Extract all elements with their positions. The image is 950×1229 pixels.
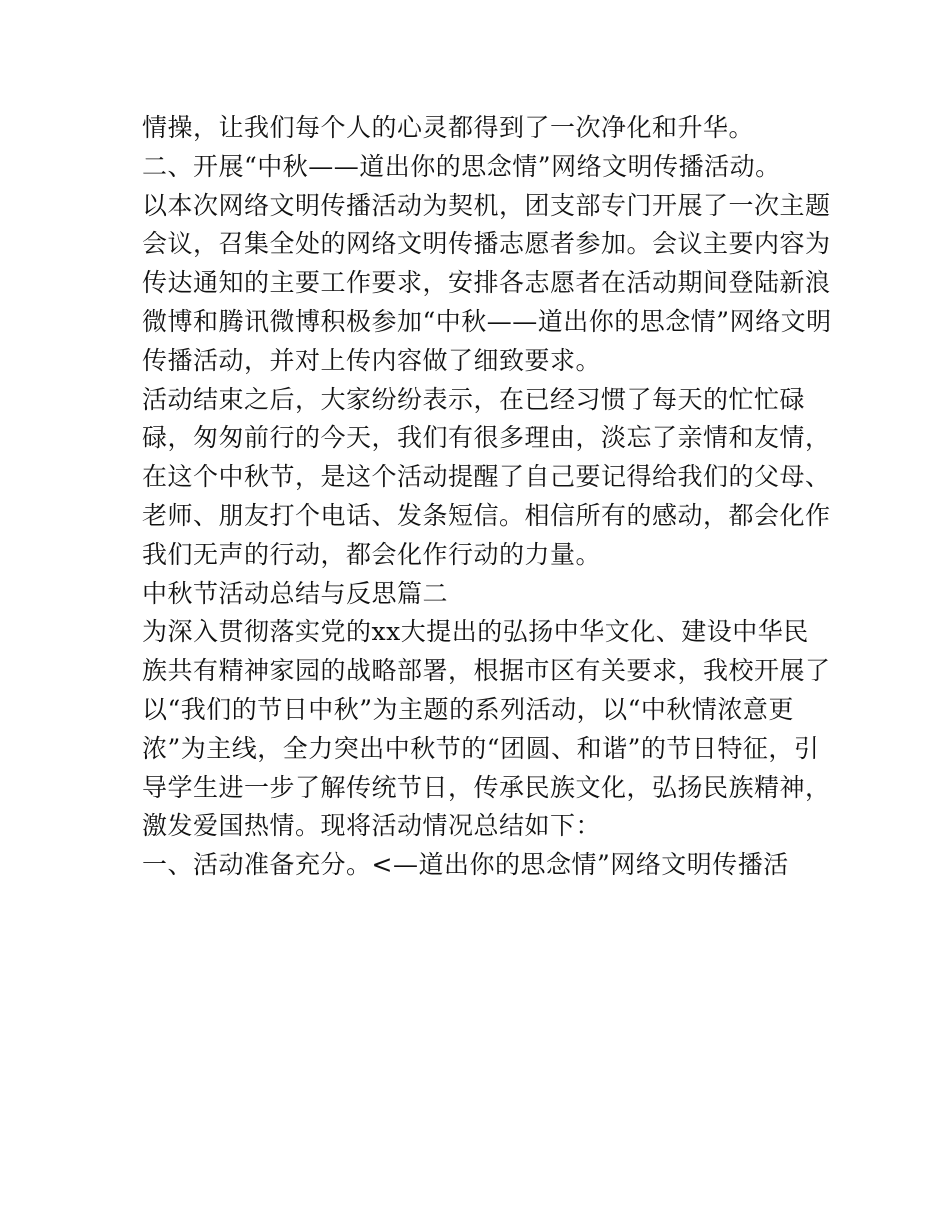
text-line-3: 以本次网络文明传播活动为契机，团支部专门开展了一次主题: [142, 190, 831, 220]
text-line-19: 激发爱国热情。现将活动情况总结如下：: [142, 811, 602, 841]
text-line-18: 导学生进一步了解传统节日，传承民族文化，弘扬民族精神，: [142, 772, 831, 802]
text-line-5: 传达通知的主要工作要求，安排各志愿者在活动期间登陆新浪: [142, 268, 831, 298]
text-line-1: 情操，让我们每个人的心灵都得到了一次净化和升华。: [142, 113, 755, 142]
text-line-20: 一、活动准备充分。<—道出你的思念情”网络文明传播活: [142, 850, 789, 880]
text-line-7: 传播活动，并对上传内容做了细致要求。: [142, 345, 602, 375]
document-body: [142, 109, 832, 885]
text-line-12: 我们无声的行动，都会化作行动的力量。: [142, 539, 602, 569]
text-line-16: 以“我们的节日中秋”为主题的系列活动，以“中秋情浓意更: [142, 694, 794, 724]
text-line-10: 在这个中秋节，是这个活动提醒了自己要记得给我们的父母、: [142, 462, 831, 492]
section-heading: 中秋节活动总结与反思篇二: [142, 578, 449, 608]
text-line-17: 浓”为主线，全力突出中秋节的“团圆、和谐”的节日特征，引: [142, 733, 820, 763]
text-line-11: 老师、朋友打个电话、发条短信。相信所有的感动，都会化作: [142, 500, 831, 530]
text-line-4: 会议，召集全处的网络文明传播志愿者参加。会议主要内容为: [142, 229, 831, 259]
text-line-8: 活动结束之后，大家纷纷表示，在已经习惯了每天的忙忙碌: [142, 384, 806, 414]
text-line-2: 二、开展“中秋——道出你的思念情”网络文明传播活动。: [142, 151, 781, 181]
text-line-6: 微博和腾讯微博积极参加“中秋——道出你的思念情”网络文明: [142, 306, 832, 336]
text-line-9: 碌，匆匆前行的今天，我们有很多理由，淡忘了亲情和友情，: [142, 423, 831, 453]
text-line-14: 为深入贯彻落实党的xx大提出的弘扬中华文化、建设中华民: [142, 617, 809, 647]
text-line-15: 族共有精神家园的战略部署，根据市区有关要求，我校开展了: [142, 656, 831, 686]
